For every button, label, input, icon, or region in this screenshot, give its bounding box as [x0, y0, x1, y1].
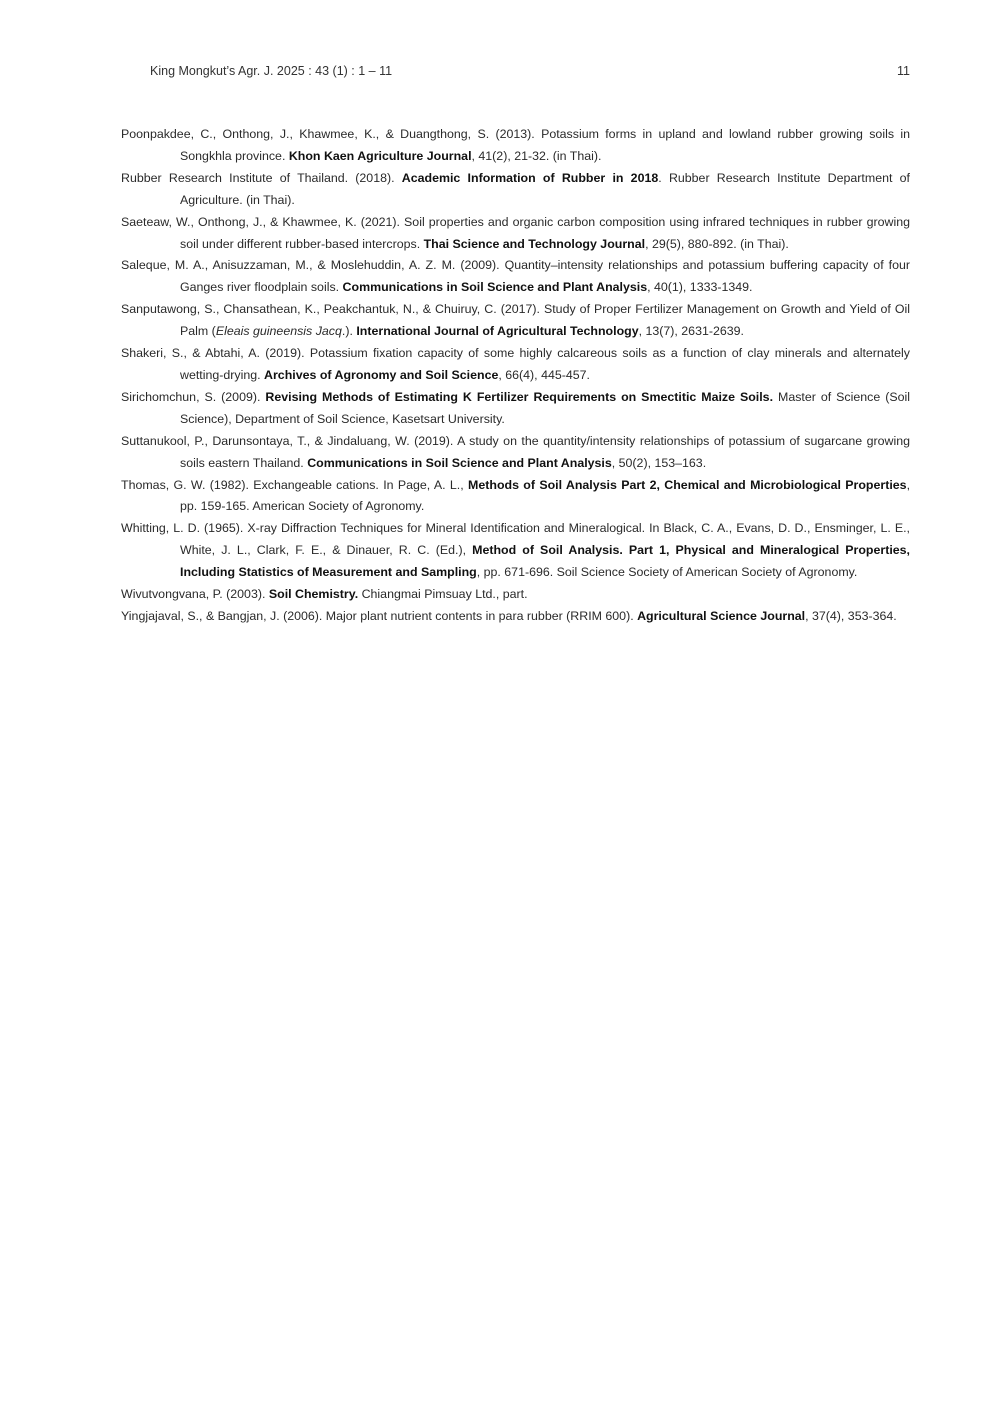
- reference-source-title: Soil Chemistry.: [268, 587, 359, 602]
- reference-details: , pp. 671-696. Soil Science Society of American Society of Agronomy.: [476, 565, 858, 580]
- reference-entry: [121, 606, 910, 628]
- reference-entry: [121, 255, 910, 299]
- reference-details: , 50(2), 153–163.: [611, 455, 707, 470]
- reference-source-title: Revising Methods of Estimating K Fertilizer Requirements on Smectitic Maize Soils.: [265, 389, 774, 404]
- reference-text: Shakeri, S., & Abtahi, A. (2019). Potassium fixation capacity of some highly calcareous soils as a function of clay minerals and alternately wetting-drying.: [121, 346, 910, 382]
- reference-source-title: Communications in Soil Science and Plant Analysis: [342, 280, 648, 295]
- reference-details: , 41(2), 21-32. (in Thai).: [471, 148, 602, 163]
- species-name: Eleais guineensis Jacq: [215, 324, 342, 339]
- reference-details: , 66(4), 445-457.: [498, 367, 590, 382]
- reference-text: Rubber Research Institute of Thailand. (2018).: [121, 170, 402, 185]
- reference-entry: [121, 124, 910, 168]
- reference-text: Wivutvongvana, P. (2003).: [121, 587, 269, 602]
- reference-text: Thomas, G. W. (1982). Exchangeable cations. In Page, A. L.,: [121, 477, 469, 492]
- reference-text: Yingjajaval, S., & Bangjan, J. (2006). Major plant nutrient contents in para rubber (RRIM 600).: [121, 608, 638, 623]
- reference-source-title: Khon Kaen Agriculture Journal: [288, 148, 472, 163]
- reference-source-title: Methods of Soil Analysis Part 2, Chemical and Microbiological Properties: [468, 477, 907, 492]
- reference-details: , pp. 159-165. American Society of Agronomy.: [180, 477, 911, 514]
- reference-details: , 37(4), 353-364.: [805, 608, 897, 623]
- reference-text-continued: .).: [341, 324, 357, 339]
- reference-details: , 40(1), 1333-1349.: [647, 280, 753, 295]
- reference-source-title: Academic Information of Rubber in 2018: [401, 170, 659, 185]
- reference-text: Saleque, M. A., Anisuzzaman, M., & Moslehuddin, A. Z. M. (2009). Quantity–intensity relationships and potassium buffering capacity of four Ganges river floodplain soils.: [121, 258, 910, 295]
- page-number: 11: [897, 64, 910, 78]
- reference-source-title: Agricultural Science Journal: [637, 608, 806, 623]
- reference-entry: [121, 518, 910, 584]
- reference-entry: [121, 212, 910, 256]
- reference-entry: [121, 431, 910, 475]
- reference-source-title: Archives of Agronomy and Soil Science: [264, 367, 499, 382]
- reference-details: Chiangmai Pimsuay Ltd., part.: [358, 587, 528, 602]
- reference-text: Poonpakdee, C., Onthong, J., Khawmee, K., & Duangthong, S. (2013). Potassium forms in upland and lowland rubber growing soils in Songkhla province.: [121, 127, 910, 163]
- reference-entry: [121, 299, 910, 343]
- reference-source-title: Communications in Soil Science and Plant Analysis: [307, 455, 612, 470]
- reference-source-title: Thai Science and Technology Journal: [423, 236, 646, 251]
- reference-details: , 13(7), 2631-2639.: [638, 324, 744, 339]
- reference-entry: [121, 168, 910, 212]
- reference-source-title: Method of Soil Analysis. Part 1, Physical and Mineralogical Properties, Including Statistics of Measurement and Sampling: [180, 543, 910, 580]
- reference-text: Sirichomchun, S. (2009).: [121, 389, 266, 404]
- reference-source-title: International Journal of Agricultural Technology: [356, 324, 639, 339]
- reference-entry: [121, 343, 910, 387]
- journal-citation-header: King Mongkut’s Agr. J. 2025 : 43 (1) : 1 – 11: [150, 64, 393, 78]
- reference-entry: [121, 387, 910, 431]
- reference-text: Whitting, L. D. (1965). X-ray Diffraction Techniques for Mineral Identification and Mineralogical. In Black, C. A., Evans, D. D., Ensminger, L. E., White, J. L., Clark, F. E., & Dinauer, R. C. (Ed.),: [121, 521, 910, 558]
- reference-details: Master of Science (Soil Science), Department of Soil Science, Kasetsart University.: [180, 389, 911, 426]
- reference-list: [121, 124, 910, 628]
- reference-text: Saeteaw, W., Onthong, J., & Khawmee, K. (2021). Soil properties and organic carbon composition using infrared techniques in rubber growing soil under different rubber-based intercrops.: [121, 214, 910, 251]
- running-header: [150, 64, 910, 84]
- reference-text: Sanputawong, S., Chansathean, K., Peakchantuk, N., & Chuiruy, C. (2017). Study of Proper Fertilizer Management on Growth and Yield of Oil Palm (: [121, 302, 910, 339]
- reference-details: , 29(5), 880-892. (in Thai).: [645, 236, 789, 251]
- reference-entry: [121, 584, 910, 606]
- reference-details: . Rubber Research Institute Department of Agriculture. (in Thai).: [180, 170, 910, 207]
- reference-entry: [121, 475, 910, 519]
- reference-text: Suttanukool, P., Darunsontaya, T., & Jindaluang, W. (2019). A study on the quantity/intensity relationships of potassium of sugarcane growing soils eastern Thailand.: [121, 433, 910, 470]
